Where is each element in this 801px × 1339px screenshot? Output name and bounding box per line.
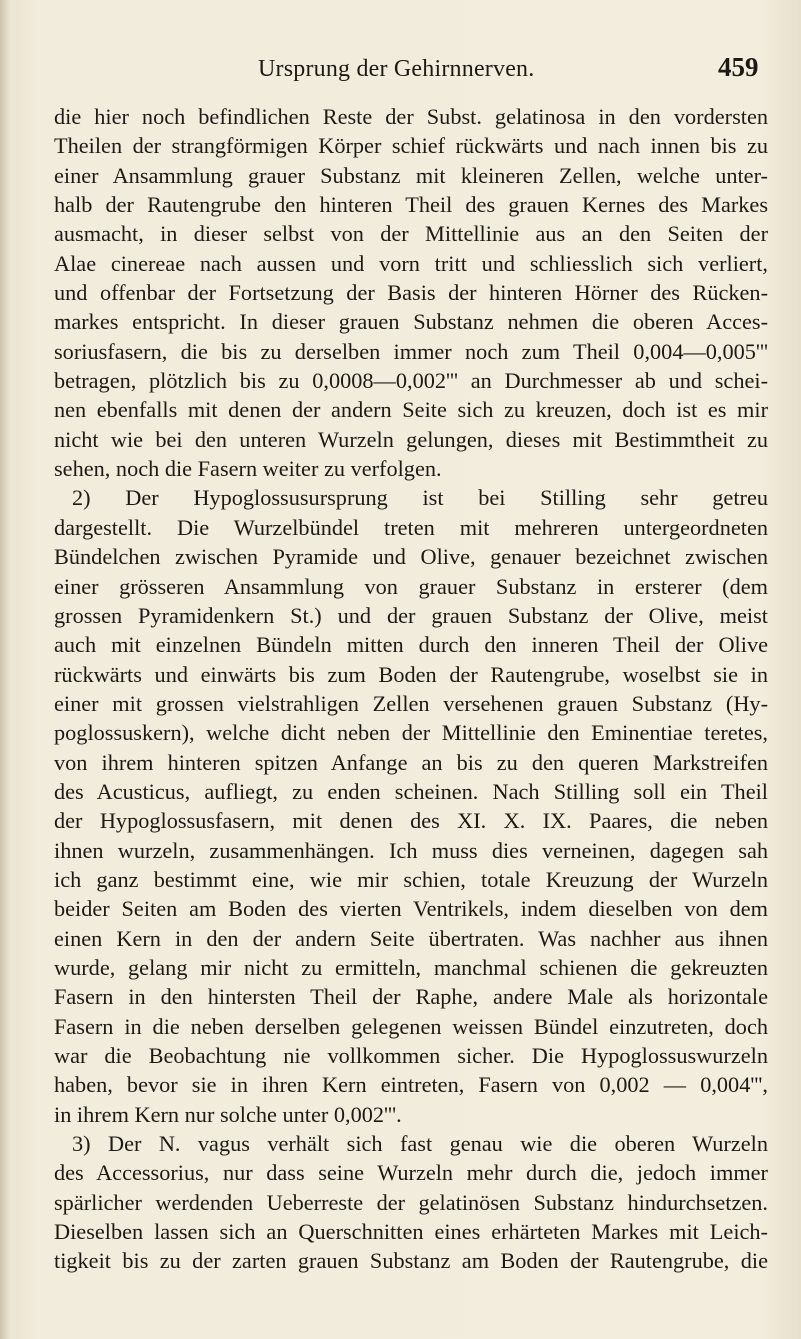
text-line: Theilen der strangförmigen Körper schief rückwärts und nach innen bis zu xyxy=(54,133,768,159)
text-line: Fasern in die neben derselben gelegenen weissen Bündel einzutreten, doch xyxy=(54,1013,768,1039)
text-line: ich ganz bestimmt eine, wie mir schien, totale Kreuzung der Wurzeln xyxy=(54,866,768,892)
text-line: einer grösseren Ansammlung von grauer Substanz in ersterer (dem xyxy=(54,573,768,599)
text-line: des Accessorius, nur dass seine Wurzeln mehr durch die, jedoch immer xyxy=(54,1160,768,1186)
text-line: 3) Der N. vagus verhält sich fast genau wie die oberen Wurzeln xyxy=(72,1131,768,1157)
text-line: die hier noch befindlichen Reste der Subst. gelatinosa in den vordersten xyxy=(54,104,768,129)
text-line: markes entspricht. In dieser grauen Substanz nehmen die oberen Acces- xyxy=(54,309,768,335)
text-line: war die Beobachtung nie vollkommen sicher. Die Hypoglossuswurzeln xyxy=(54,1043,768,1068)
text-line: dargestellt. Die Wurzelbündel treten mit mehreren untergeordneten xyxy=(54,514,768,540)
text-line: haben, bevor sie in ihren Kern eintreten, Fasern von 0,002 — 0,004''', xyxy=(54,1072,768,1098)
text-line: nicht wie bei den unteren Wurzeln gelungen, dieses mit Bestimmtheit zu xyxy=(54,426,768,452)
text-line: soriusfasern, die bis zu derselben immer noch zum Theil 0,004—0,005''' xyxy=(54,338,768,364)
page-number: 459 xyxy=(718,52,759,82)
text-line: der Hypoglossusfasern, mit denen des XI. X. IX. Paares, die neben xyxy=(54,808,768,834)
text-line: tigkeit bis zu der zarten grauen Substanz am Boden der Rautengrube, die xyxy=(54,1248,768,1274)
text-line: in ihrem Kern nur solche unter 0,002'''. xyxy=(54,1101,402,1127)
text-line: 2) Der Hypoglossusursprung ist bei Stilling sehr getreu xyxy=(72,485,768,511)
page-header xyxy=(0,52,801,92)
text-line: Alae cinereae nach aussen und vorn tritt und schliesslich sich verliert, xyxy=(54,250,768,276)
text-line: Dieselben lassen sich an Querschnitten eines erhärteten Markes mit Leich- xyxy=(54,1219,768,1245)
text-line: poglossuskern), welche dicht neben der Mittellinie den Eminentiae teretes, xyxy=(54,720,768,746)
text-line: sehen, noch die Fasern weiter zu verfolgen. xyxy=(54,456,442,482)
text-line: und offenbar der Fortsetzung der Basis der hinteren Hörner des Rücken- xyxy=(54,280,768,306)
text-line: ihnen wurzeln, zusammenhängen. Ich muss dies verneinen, dagegen sah xyxy=(54,837,768,863)
text-line: des Acusticus, aufliegt, zu enden scheinen. Nach Stilling soll ein Theil xyxy=(54,778,768,804)
text-line: einen Kern in den der andern Seite übertraten. Was nachher aus ihnen xyxy=(54,925,768,951)
text-line: von ihrem hinteren spitzen Anfange an bis zu den queren Markstreifen xyxy=(54,749,768,775)
text-line: ausmacht, in dieser selbst von der Mittellinie aus an den Seiten der xyxy=(54,221,768,247)
text-line: einer mit grossen vielstrahligen Zellen versehenen grauen Substanz (Hy- xyxy=(54,690,768,716)
text-line: grossen Pyramidenkern St.) und der grauen Substanz der Olive, meist xyxy=(54,602,768,628)
text-line: betragen, plötzlich bis zu 0,0008—0,002''' an Durchmesser ab und schei- xyxy=(54,368,768,394)
body-text xyxy=(54,102,768,1276)
text-line: Bündelchen zwischen Pyramide und Olive, genauer bezeichnet zwischen xyxy=(54,544,768,570)
text-line: einer Ansammlung grauer Substanz mit kleineren Zellen, welche unter- xyxy=(54,162,768,188)
text-line: wurde, gelang mir nicht zu ermitteln, manchmal schienen die gekreuzten xyxy=(54,954,768,980)
text-line: spärlicher werdenden Ueberreste der gelatinösen Substanz hindurchsetzen. xyxy=(54,1189,768,1215)
text-line: nen ebenfalls mit denen der andern Seite sich zu kreuzen, doch ist es mir xyxy=(54,397,768,423)
text-line: rückwärts und einwärts bis zum Boden der Rautengrube, woselbst sie in xyxy=(54,661,768,687)
text-line: beider Seiten am Boden des vierten Ventrikels, indem dieselben von dem xyxy=(54,896,768,922)
text-line: Fasern in den hintersten Theil der Raphe, andere Male als horizontale xyxy=(54,984,768,1010)
page-edge-shadow xyxy=(0,0,10,1339)
running-title: Ursprung der Gehirnnerven. xyxy=(258,56,535,82)
text-line: halb der Rautengrube den hinteren Theil des grauen Kernes des Markes xyxy=(54,192,768,218)
text-line: auch mit einzelnen Bündeln mitten durch den inneren Theil der Olive xyxy=(54,632,768,658)
